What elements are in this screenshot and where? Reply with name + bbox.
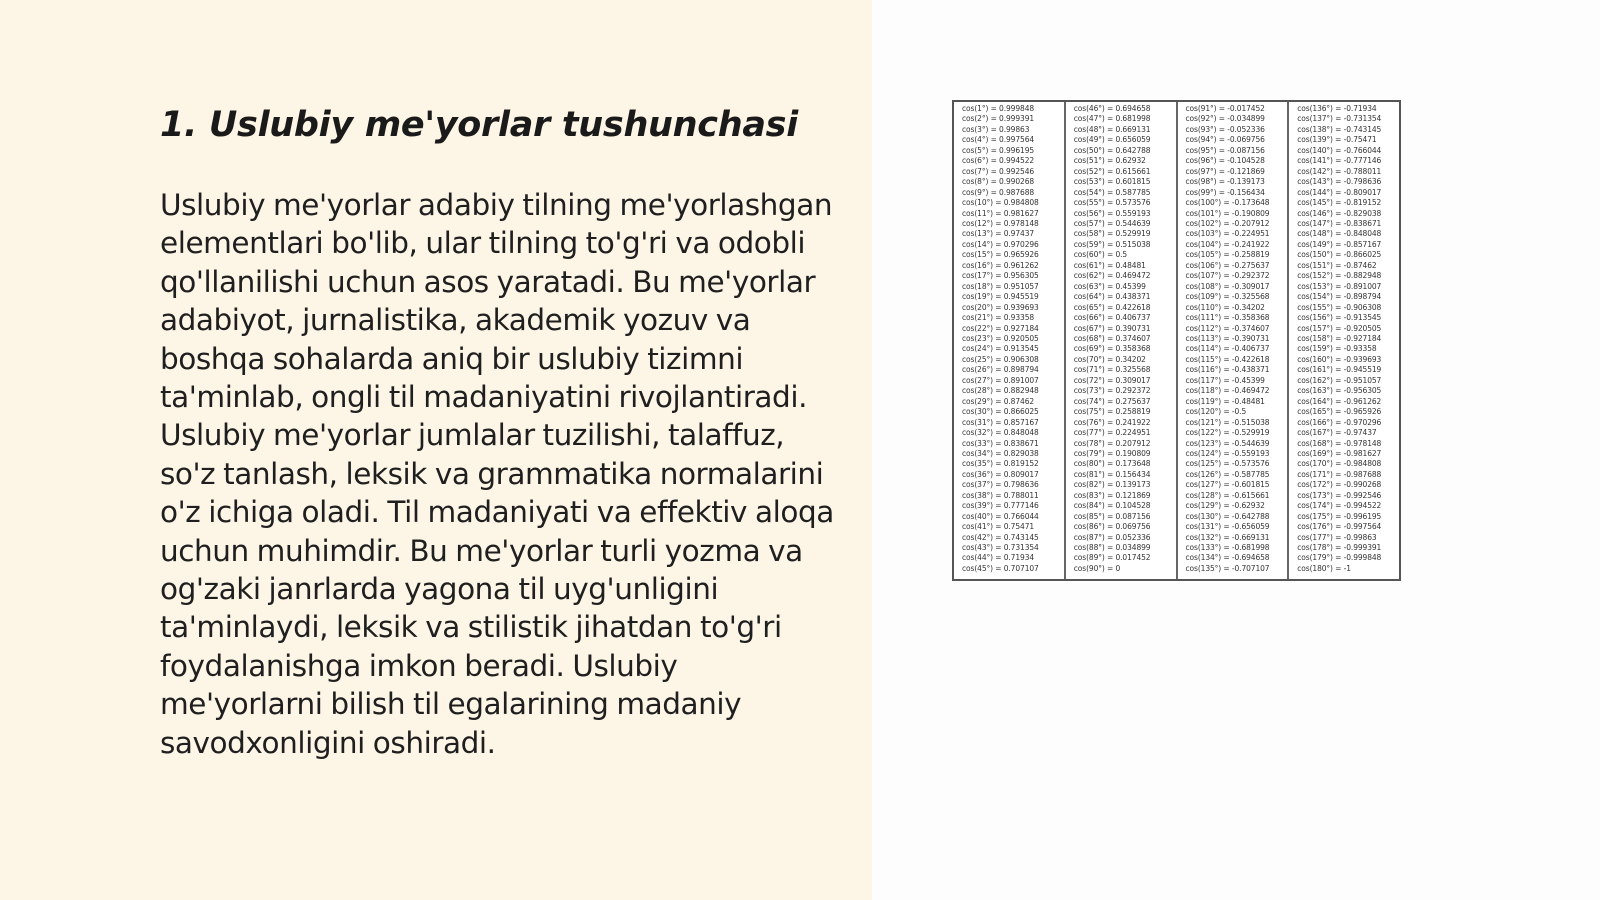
cosine-table-cell: cos(168°) = -0.978148 [1297,438,1382,448]
cosine-table-cell: cos(80°) = 0.173648 [1073,459,1151,469]
cosine-table-cell: cos(101°) = -0.190809 [1185,208,1270,218]
cosine-table-cell: cos(57°) = 0.544639 [1073,218,1151,228]
cosine-table-cell: cos(85°) = 0.087156 [1073,511,1151,521]
cosine-table-cell: cos(18°) = 0.951057 [962,281,1039,291]
cosine-table-cell: cos(47°) = 0.681998 [1073,114,1151,124]
cosine-table-cell: cos(133°) = -0.681998 [1185,543,1270,553]
cosine-table-cell: cos(72°) = 0.309017 [1073,375,1151,385]
cosine-table-cell: cos(171°) = -0.987688 [1297,469,1382,479]
cosine-table-cell: cos(95°) = -0.087156 [1185,145,1265,155]
cosine-table-cell: cos(114°) = -0.406737 [1185,344,1270,354]
cosine-table-cell: cos(117°) = -0.45399 [1185,375,1265,385]
cosine-table-cell: cos(158°) = -0.927184 [1297,333,1382,343]
cosine-table-cell: cos(1°) = 0.999848 [962,104,1035,113]
cosine-table-cell: cos(21°) = 0.93358 [962,313,1035,323]
cosine-table-cell: cos(77°) = 0.224951 [1073,428,1151,438]
cosine-table-cell: cos(12°) = 0.978148 [962,218,1039,228]
cosine-table-image [952,100,1401,581]
cosine-table-cell: cos(121°) = -0.515038 [1185,417,1270,427]
cosine-table-cell: cos(39°) = 0.777146 [962,501,1039,511]
cosine-table-cell: cos(93°) = -0.052336 [1185,124,1265,134]
cosine-table-cell: cos(127°) = -0.601815 [1185,480,1270,490]
cosine-table-cell: cos(8°) = 0.990268 [962,177,1035,187]
cosine-table-cell: cos(138°) = -0.743145 [1297,124,1382,134]
cosine-table-cell: cos(90°) = 0 [1073,563,1121,573]
cosine-table-cell: cos(4°) = 0.997564 [962,135,1035,145]
cosine-table-cell: cos(97°) = -0.121869 [1185,166,1265,176]
cosine-table-cell: cos(20°) = 0.939693 [962,302,1039,312]
cosine-table-cell: cos(56°) = 0.559193 [1073,208,1151,218]
cosine-table-cell: cos(107°) = -0.292372 [1185,271,1270,281]
cosine-table-cell: cos(169°) = -0.981627 [1297,448,1382,458]
cosine-table-cell: cos(146°) = -0.829038 [1297,208,1382,218]
cosine-table-cell: cos(43°) = 0.731354 [962,543,1039,553]
cosine-table-cell: cos(42°) = 0.743145 [962,532,1039,542]
cosine-table-cell: cos(131°) = -0.656059 [1185,522,1270,532]
cosine-table-cell: cos(155°) = -0.906308 [1297,302,1382,312]
cosine-table-cell: cos(40°) = 0.766044 [962,511,1039,521]
cosine-table-cell: cos(134°) = -0.694658 [1185,553,1270,563]
cosine-table-cell: cos(98°) = -0.139173 [1185,177,1265,187]
cosine-table-cell: cos(143°) = -0.798636 [1297,177,1382,187]
cosine-table-cell: cos(70°) = 0.34202 [1073,354,1146,364]
cosine-table-cell: cos(113°) = -0.390731 [1185,333,1270,343]
cosine-table-cell: cos(122°) = -0.529919 [1185,428,1270,438]
cosine-table-cell: cos(112°) = -0.374607 [1185,323,1270,333]
cosine-table-cell: cos(76°) = 0.241922 [1073,417,1151,427]
cosine-table-cell: cos(30°) = 0.866025 [962,407,1039,417]
cosine-table-cell: cos(79°) = 0.190809 [1073,448,1151,458]
cosine-table-cell: cos(89°) = 0.017452 [1073,553,1151,563]
cosine-table-cell: cos(52°) = 0.615661 [1073,166,1151,176]
cosine-table-cell: cos(166°) = -0.970296 [1297,417,1382,427]
cosine-table-cell: cos(2°) = 0.999391 [962,114,1035,124]
cosine-table-cell: cos(68°) = 0.374607 [1073,333,1151,343]
cosine-table-cell: cos(103°) = -0.224951 [1185,229,1270,239]
cosine-table-cell: cos(104°) = -0.241922 [1185,239,1270,249]
cosine-table-cell: cos(96°) = -0.104528 [1185,156,1265,166]
cosine-table-cell: cos(125°) = -0.573576 [1185,459,1270,469]
cosine-table-cell: cos(162°) = -0.951057 [1297,375,1382,385]
cosine-table-cell: cos(16°) = 0.961262 [962,260,1039,270]
cosine-table-cell: cos(78°) = 0.207912 [1073,438,1151,448]
cosine-table-cell: cos(13°) = 0.97437 [962,229,1035,239]
slide-title: 1. Uslubiy me'yorlar tushunchasi [160,105,798,145]
cosine-table-cell: cos(67°) = 0.390731 [1073,323,1151,333]
cosine-table-cell: cos(164°) = -0.961262 [1297,396,1382,406]
cosine-table-cell: cos(141°) = -0.777146 [1297,156,1382,166]
cosine-table-cell: cos(38°) = 0.788011 [962,490,1039,500]
cosine-table-column [1178,102,1290,579]
cosine-table-cell: cos(135°) = -0.707107 [1185,563,1270,573]
cosine-table-cell: cos(62°) = 0.469472 [1073,271,1151,281]
cosine-table-cell: cos(118°) = -0.469472 [1185,386,1270,396]
cosine-table-cell: cos(73°) = 0.292372 [1073,386,1151,396]
cosine-table-cell: cos(19°) = 0.945519 [962,292,1039,302]
cosine-table-cell: cos(165°) = -0.965926 [1297,407,1382,417]
cosine-table-cell: cos(36°) = 0.809017 [962,469,1039,479]
cosine-table-cell: cos(71°) = 0.325568 [1073,365,1151,375]
cosine-table-cell: cos(100°) = -0.173648 [1185,198,1270,208]
cosine-table-cell: cos(66°) = 0.406737 [1073,313,1151,323]
cosine-table-cell: cos(14°) = 0.970296 [962,239,1039,249]
cosine-table-cell: cos(110°) = -0.34202 [1185,302,1265,312]
cosine-table-cell: cos(81°) = 0.156434 [1073,469,1151,479]
cosine-table-cell: cos(132°) = -0.669131 [1185,532,1270,542]
cosine-table-cell: cos(128°) = -0.615661 [1185,490,1270,500]
cosine-table-cell: cos(144°) = -0.809017 [1297,187,1382,197]
cosine-table-cell: cos(140°) = -0.766044 [1297,145,1382,155]
cosine-table-cell: cos(44°) = 0.71934 [962,553,1035,563]
cosine-table-cell: cos(148°) = -0.848048 [1297,229,1382,239]
cosine-table-cell: cos(58°) = 0.529919 [1073,229,1151,239]
cosine-table-cell: cos(159°) = -0.93358 [1297,344,1377,354]
cosine-table-cell: cos(119°) = -0.48481 [1185,396,1265,406]
cosine-table-cell: cos(84°) = 0.104528 [1073,501,1151,511]
cosine-table-cell: cos(5°) = 0.996195 [962,145,1035,155]
cosine-table-cell: cos(153°) = -0.891007 [1297,281,1382,291]
cosine-table-cell: cos(86°) = 0.069756 [1073,522,1151,532]
cosine-table-cell: cos(15°) = 0.965926 [962,250,1039,260]
cosine-table-cell: cos(35°) = 0.819152 [962,459,1039,469]
cosine-table-cell: cos(177°) = -0.99863 [1297,532,1377,542]
cosine-table-cell: cos(69°) = 0.358368 [1073,344,1151,354]
cosine-table-cell: cos(157°) = -0.920505 [1297,323,1382,333]
cosine-table-cell: cos(75°) = 0.258819 [1073,407,1151,417]
cosine-table-cell: cos(154°) = -0.898794 [1297,292,1382,302]
cosine-table-cell: cos(6°) = 0.994522 [962,156,1035,166]
cosine-table-cell: cos(160°) = -0.939693 [1297,354,1382,364]
cosine-table-cell: cos(111°) = -0.358368 [1185,313,1270,323]
cosine-table-cell: cos(91°) = -0.017452 [1185,104,1265,113]
cosine-table-cell: cos(178°) = -0.999391 [1297,543,1382,553]
cosine-table-cell: cos(180°) = -1 [1297,563,1351,573]
cosine-table-cell: cos(126°) = -0.587785 [1185,469,1270,479]
cosine-table-cell: cos(63°) = 0.45399 [1073,281,1146,291]
cosine-table-cell: cos(161°) = -0.945519 [1297,365,1382,375]
cosine-table-cell: cos(106°) = -0.275637 [1185,260,1270,270]
cosine-table-cell: cos(137°) = -0.731354 [1297,114,1382,124]
cosine-table-cell: cos(151°) = -0.87462 [1297,260,1377,270]
cosine-table-cell: cos(9°) = 0.987688 [962,187,1035,197]
cosine-table-cell: cos(64°) = 0.438371 [1073,292,1151,302]
cosine-table-cell: cos(174°) = -0.994522 [1297,501,1382,511]
cosine-table-column [1289,102,1399,579]
cosine-table-cell: cos(25°) = 0.906308 [962,354,1039,364]
cosine-table-cell: cos(105°) = -0.258819 [1185,250,1270,260]
cosine-table-cell: cos(94°) = -0.069756 [1185,135,1265,145]
cosine-table-column [954,102,1066,579]
cosine-table-cell: cos(82°) = 0.139173 [1073,480,1151,490]
cosine-table-cell: cos(22°) = 0.927184 [962,323,1039,333]
cosine-table-cell: cos(150°) = -0.866025 [1297,250,1382,260]
cosine-table-cell: cos(124°) = -0.559193 [1185,448,1270,458]
cosine-table-cell: cos(172°) = -0.990268 [1297,480,1382,490]
cosine-table-cell: cos(34°) = 0.829038 [962,448,1039,458]
cosine-table-cell: cos(10°) = 0.984808 [962,198,1039,208]
cosine-table-cell: cos(129°) = -0.62932 [1185,501,1265,511]
cosine-table-cell: cos(88°) = 0.034899 [1073,543,1151,553]
cosine-table-cell: cos(26°) = 0.898794 [962,365,1039,375]
cosine-table-cell: cos(49°) = 0.656059 [1073,135,1151,145]
cosine-table-cell: cos(46°) = 0.694658 [1073,104,1151,113]
cosine-table-cell: cos(28°) = 0.882948 [962,386,1039,396]
cosine-table-cell: cos(120°) = -0.5 [1185,407,1247,417]
cosine-table-cell: cos(115°) = -0.422618 [1185,354,1270,364]
cosine-table-cell: cos(54°) = 0.587785 [1073,187,1151,197]
cosine-table-cell: cos(163°) = -0.956305 [1297,386,1382,396]
cosine-table-cell: cos(17°) = 0.956305 [962,271,1039,281]
cosine-table-cell: cos(173°) = -0.992546 [1297,490,1382,500]
cosine-table-cell: cos(83°) = 0.121869 [1073,490,1151,500]
cosine-table-cell: cos(23°) = 0.920505 [962,333,1039,343]
cosine-table-cell: cos(145°) = -0.819152 [1297,198,1382,208]
cosine-table-cell: cos(41°) = 0.75471 [962,522,1035,532]
cosine-table-cell: cos(142°) = -0.788011 [1297,166,1382,176]
cosine-table-cell: cos(60°) = 0.5 [1073,250,1128,260]
cosine-table-cell: cos(61°) = 0.48481 [1073,260,1146,270]
cosine-table-cell: cos(32°) = 0.848048 [962,428,1039,438]
cosine-table-cell: cos(74°) = 0.275637 [1073,396,1151,406]
cosine-table-cell: cos(149°) = -0.857167 [1297,239,1382,249]
cosine-table-cell: cos(92°) = -0.034899 [1185,114,1265,124]
cosine-table-cell: cos(116°) = -0.438371 [1185,365,1270,375]
cosine-table-cell: cos(176°) = -0.997564 [1297,522,1382,532]
cosine-table-cell: cos(65°) = 0.422618 [1073,302,1151,312]
cosine-table-cell: cos(24°) = 0.913545 [962,344,1039,354]
cosine-table-cell: cos(55°) = 0.573576 [1073,198,1151,208]
cosine-table-cell: cos(31°) = 0.857167 [962,417,1039,427]
cosine-table-cell: cos(48°) = 0.669131 [1073,124,1151,134]
cosine-table-cell: cos(87°) = 0.052336 [1073,532,1151,542]
cosine-table-cell: cos(33°) = 0.838671 [962,438,1039,448]
cosine-table-cell: cos(167°) = -0.97437 [1297,428,1377,438]
cosine-table-cell: cos(99°) = -0.156434 [1185,187,1265,197]
cosine-table-cell: cos(152°) = -0.882948 [1297,271,1382,281]
cosine-table-cell: cos(109°) = -0.325568 [1185,292,1270,302]
cosine-table-cell: cos(147°) = -0.838671 [1297,218,1382,228]
cosine-table-cell: cos(130°) = -0.642788 [1185,511,1270,521]
cosine-table-cell: cos(136°) = -0.71934 [1297,104,1377,113]
cosine-table-cell: cos(59°) = 0.515038 [1073,239,1151,249]
cosine-table-cell: cos(37°) = 0.798636 [962,480,1039,490]
cosine-table-cell: cos(156°) = -0.913545 [1297,313,1382,323]
cosine-table-cell: cos(179°) = -0.999848 [1297,553,1382,563]
cosine-table-cell: cos(108°) = -0.309017 [1185,281,1270,291]
cosine-table-cell: cos(50°) = 0.642788 [1073,145,1151,155]
cosine-table-cell: cos(27°) = 0.891007 [962,375,1039,385]
cosine-table-cell: cos(11°) = 0.981627 [962,208,1039,218]
slide-body-text: Uslubiy me'yorlar adabiy tilning me'yorlashgan elementlari bo'lib, ular tilning to'g'ri va odobli qo'llanilishi uchun asos yaratadi. Bu me'yorlar adabiyot, jurnalistika, akademik yozuv va boshqa sohalarda aniq bir uslubiy tizimni ta'minlab, ongli til madaniyatini rivojlantiradi. Uslubiy me'yorlar jumlalar tuzilishi, talaffuz, so'z tanlash, leksik va grammatika normalarini o'z ichiga oladi. Til madaniyati va effektiv aloqa uchun muhimdir. Bu me'yorlar turli yozma va og'zaki janrlarda yagona til uyg'unligini ta'minlaydi, leksik va stilistik jihatdan to'g'ri foydalanishga imkon beradi. Uslubiy me'yorlarni bilish til egalarining madaniy savodxonligini oshiradi. [160,188,834,760]
cosine-table-cell: cos(53°) = 0.601815 [1073,177,1151,187]
cosine-table-cell: cos(102°) = -0.207912 [1185,218,1270,228]
cosine-table-cell: cos(175°) = -0.996195 [1297,511,1382,521]
cosine-table-cell: cos(170°) = -0.984808 [1297,459,1382,469]
cosine-table-cell: cos(139°) = -0.75471 [1297,135,1377,145]
cosine-table-cell: cos(7°) = 0.992546 [962,166,1035,176]
cosine-table-cell: cos(3°) = 0.99863 [962,124,1030,134]
cosine-table-column [1066,102,1178,579]
cosine-table-cell: cos(123°) = -0.544639 [1185,438,1270,448]
cosine-table-cell: cos(51°) = 0.62932 [1073,156,1146,166]
cosine-table-cell: cos(29°) = 0.87462 [962,396,1035,406]
cosine-table-cell: cos(45°) = 0.707107 [962,563,1039,573]
